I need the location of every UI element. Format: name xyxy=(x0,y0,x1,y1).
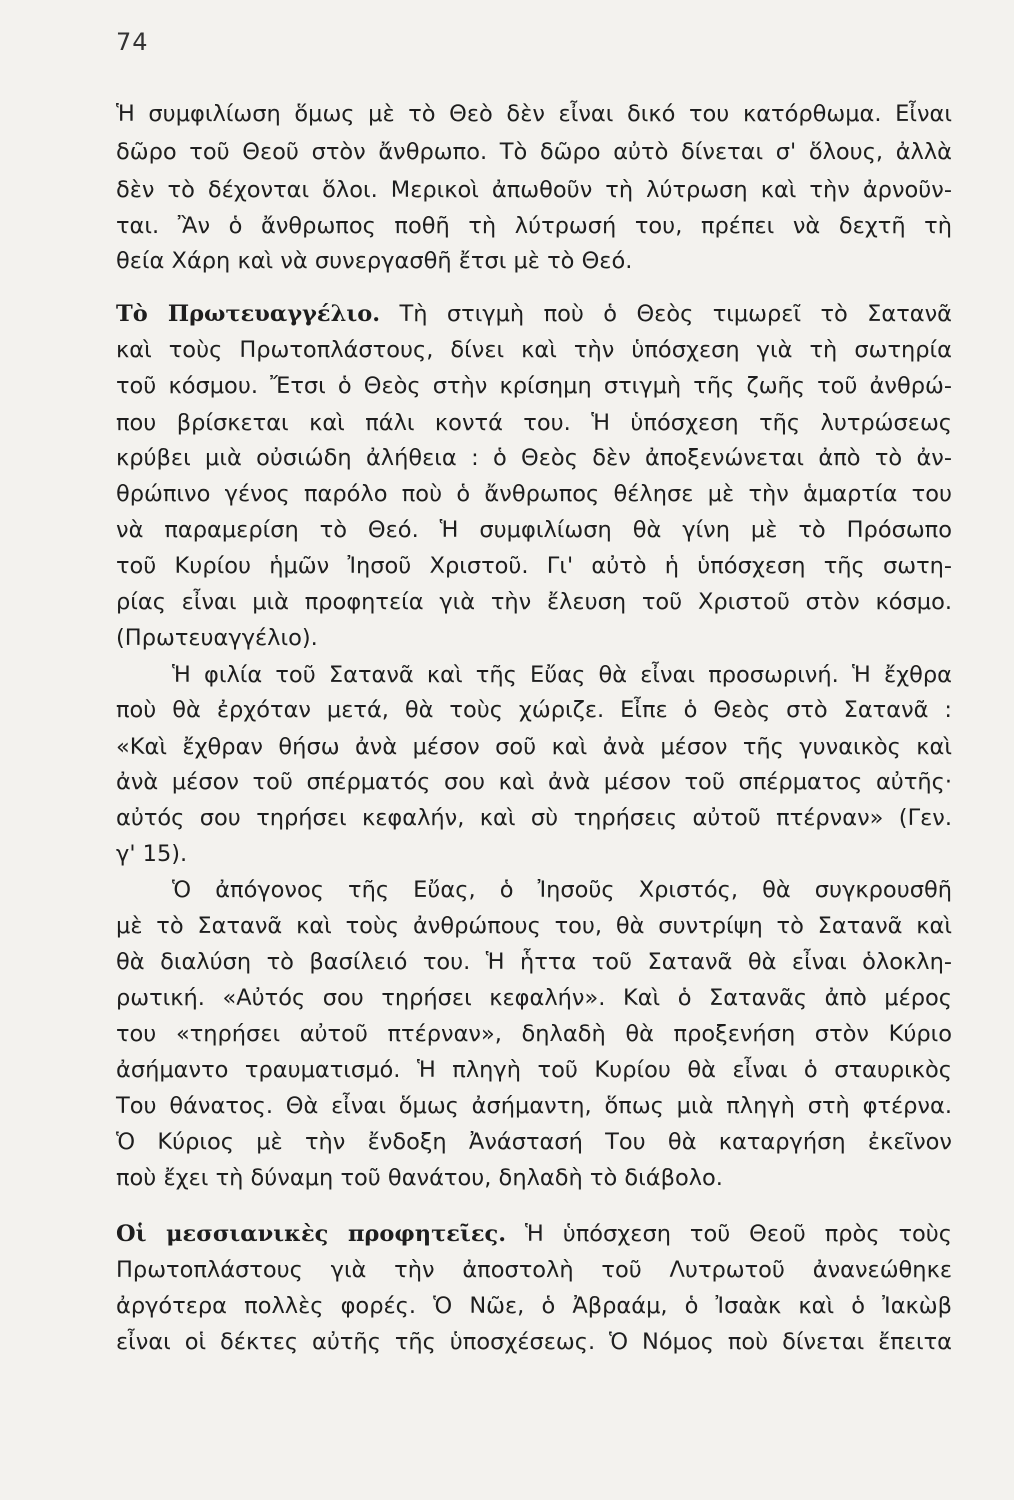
text-line: θεία Χάρη καὶ νὰ συνεργασθῆ ἔτσι μὲ τὸ Θεό. xyxy=(116,248,633,274)
text-line: ἀσήμαντο τραυματισμό. Ἡ πληγὴ τοῦ Κυρίου θὰ εἶναι ὁ σταυρικὸς xyxy=(116,1057,952,1083)
text-line: Ὁ ἀπόγονος τῆς Εὔας, ὁ Ἰησοῦς Χριστός, θὰ συγκρουσθῆ xyxy=(172,877,952,903)
text-line: ἀνὰ μέσον τοῦ σπέρματός σου καὶ ἀνὰ μέσον τοῦ σπέρματος αὐτῆς· xyxy=(116,769,952,795)
text-run: Τὴ στιγμὴ ποὺ ὁ Θεὸς τιμωρεῖ τὸ Σατανᾶ xyxy=(380,301,952,327)
text-line: Ἡ φιλία τοῦ Σατανᾶ καὶ τῆς Εὔας θὰ εἶναι προσωρινή. Ἡ ἔχθρα xyxy=(172,662,952,688)
text-line: δὲν τὸ δέχονται ὅλοι. Μερικοὶ ἀπωθοῦν τὴ λύτρωση καὶ τὴν ἀρνοῦν- xyxy=(116,177,952,203)
text-line: «Καὶ ἔχθραν θήσω ἀνὰ μέσον σοῦ καὶ ἀνὰ μέσον τῆς γυναικὸς καὶ xyxy=(116,734,952,760)
paragraph-line xyxy=(116,1218,952,1250)
text-line: καὶ τοὺς Πρωτοπλάστους, δίνει καὶ τὴν ὑπόσχεση γιὰ τὴ σωτηρία xyxy=(116,337,952,363)
text-line: Πρωτοπλάστους γιὰ τὴν ἀποστολὴ τοῦ Λυτρωτοῦ ἀνανεώθηκε xyxy=(116,1257,952,1283)
section-heading-messianic-prophecies: Οἱ μεσσιανικὲς προφητεῖες. xyxy=(116,1221,507,1247)
text-line: του «τηρήσει αὐτοῦ πτέρναν», δηλαδὴ θὰ προξενήση στὸν Κύριο xyxy=(116,1021,952,1047)
text-line: δῶρο τοῦ Θεοῦ στὸν ἄνθρωπο. Τὸ δῶρο αὐτὸ δίνεται σ' ὅλους, ἀλλὰ xyxy=(116,139,952,165)
text-line: γ' 15). xyxy=(116,841,188,867)
text-line: τοῦ Κυρίου ἡμῶν Ἰησοῦ Χριστοῦ. Γι' αὐτὸ ἡ ὑπόσχεση τῆς σωτη- xyxy=(116,553,952,579)
section-heading-protoevangelium: Τὸ Πρωτευαγγέλιο. xyxy=(116,301,381,327)
text-line: ποὺ θὰ ἐρχόταν μετά, θὰ τοὺς χώριζε. Εἶπε ὁ Θεὸς στὸ Σατανᾶ : xyxy=(116,697,952,723)
text-line: ρωτική. «Αὐτός σου τηρήσει κεφαλήν». Καὶ ὁ Σατανᾶς ἀπὸ μέρος xyxy=(116,985,952,1011)
page-number: 74 xyxy=(116,28,149,56)
text-line: τοῦ κόσμου. Ἔτσι ὁ Θεὸς στὴν κρίσημη στιγμὴ τῆς ζωῆς τοῦ ἀνθρώ- xyxy=(116,373,952,399)
text-line: (Πρωτευαγγέλιο). xyxy=(116,625,318,651)
text-run: Ἡ ὑπόσχεση τοῦ Θεοῦ πρὸς τοὺς xyxy=(506,1221,952,1247)
text-line: που βρίσκεται καὶ πάλι κοντά του. Ἡ ὑπόσχεση τῆς λυτρώσεως xyxy=(116,410,952,436)
text-line: αὐτός σου τηρήσει κεφαλήν, καὶ σὺ τηρήσεις αὐτοῦ πτέρναν» (Γεν. xyxy=(116,805,952,831)
text-line: ποὺ ἔχει τὴ δύναμη τοῦ θανάτου, δηλαδὴ τὸ διάβολο. xyxy=(116,1165,723,1191)
text-line: κρύβει μιὰ οὐσιώδη ἀλήθεια : ὁ Θεὸς δὲν ἀποξενώνεται ἀπὸ τὸ ἀν- xyxy=(116,445,952,471)
text-line: Ὁ Κύριος μὲ τὴν ἔνδοξη Ἀνάστασή Του θὰ καταργήση ἐκεῖνον xyxy=(116,1129,952,1155)
text-line: θὰ διαλύση τὸ βασίλειό του. Ἡ ἧττα τοῦ Σατανᾶ θὰ εἶναι ὁλοκλη- xyxy=(116,949,952,975)
text-line: μὲ τὸ Σατανᾶ καὶ τοὺς ἀνθρώπους του, θὰ συντρίψη τὸ Σατανᾶ καὶ xyxy=(116,913,952,939)
text-line: ται. Ἂν ὁ ἄνθρωπος ποθῆ τὴ λύτρωσή του, πρέπει νὰ δεχτῆ τὴ xyxy=(116,213,952,239)
paragraph-line xyxy=(116,298,952,330)
text-line: νὰ παραμερίση τὸ Θεό. Ἡ συμφιλίωση θὰ γίνη μὲ τὸ Πρόσωπο xyxy=(116,517,952,543)
text-line: Ἡ συμφιλίωση ὅμως μὲ τὸ Θεὸ δὲν εἶναι δικό του κατόρθωμα. Εἶναι xyxy=(116,101,952,127)
text-line: θρώπινο γένος παρόλο ποὺ ὁ ἄνθρωπος θέλησε μὲ τὴν ἁμαρτία του xyxy=(116,481,952,507)
text-line: Του θάνατος. Θὰ εἶναι ὅμως ἀσήμαντη, ὅπως μιὰ πληγὴ στὴ φτέρνα. xyxy=(116,1093,952,1119)
text-line: εἶναι οἱ δέκτες αὐτῆς τῆς ὑποσχέσεως. Ὁ Νόμος ποὺ δίνεται ἔπειτα xyxy=(116,1329,952,1355)
text-line: ἀργότερα πολλὲς φορές. Ὁ Νῶε, ὁ Ἀβραάμ, ὁ Ἰσαὰκ καὶ ὁ Ἰακὼβ xyxy=(116,1293,952,1319)
text-line: ρίας εἶναι μιὰ προφητεία γιὰ τὴν ἔλευση τοῦ Χριστοῦ στὸν κόσμο. xyxy=(116,589,952,615)
